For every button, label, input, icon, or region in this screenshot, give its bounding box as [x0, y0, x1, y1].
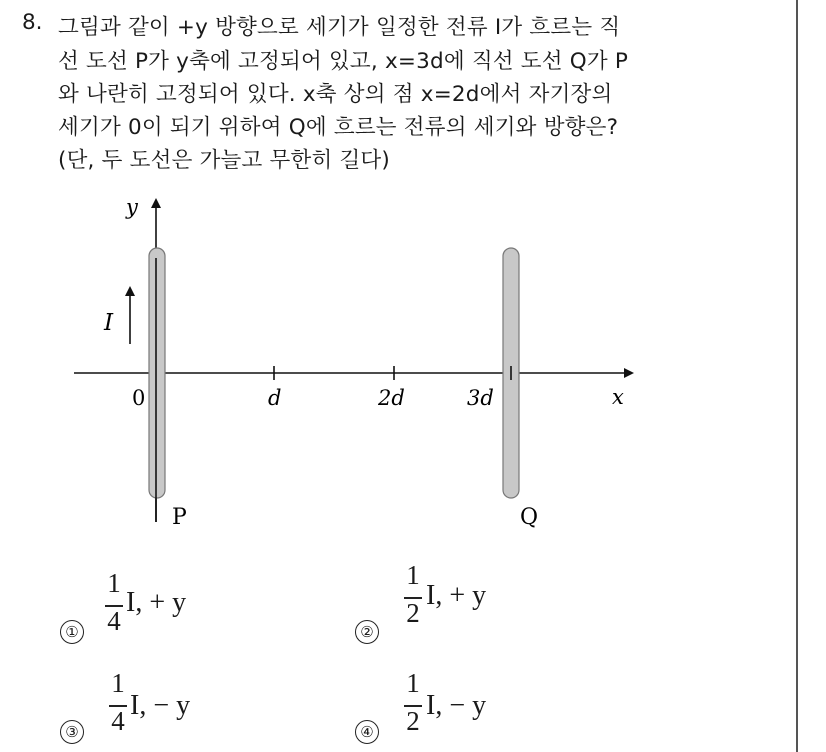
option-4-answer: I, − y — [426, 690, 487, 721]
tick-label-3d: 3d — [467, 386, 494, 410]
x-axis-label: x — [612, 385, 624, 409]
question-line-4: 세기가 0이 되기 위하여 Q에 흐르는 전류의 세기와 방향은? — [58, 115, 619, 140]
current-label: I — [104, 310, 114, 336]
origin-label: 0 — [132, 386, 146, 410]
option-1-marker: ① — [60, 620, 84, 644]
option-3-numerator: 1 — [111, 668, 125, 698]
option-4-numerator: 1 — [406, 668, 420, 698]
option-2-answer: I, + y — [426, 580, 487, 611]
option-3-answer: I, − y — [130, 690, 191, 721]
option-3-denominator: 4 — [111, 706, 125, 736]
y-axis-label: y — [126, 195, 138, 219]
tick-label-d: d — [268, 386, 282, 410]
option-4-marker: ④ — [355, 720, 379, 744]
question-line-2: 선 도선 P가 y축에 고정되어 있고, x=3d에 직선 도선 Q가 P — [58, 49, 629, 74]
question-line-3: 와 나란히 고정되어 있다. x축 상의 점 x=2d에서 자기장의 — [58, 82, 613, 107]
option-2-marker: ② — [355, 620, 379, 644]
option-1-denominator: 4 — [107, 606, 121, 636]
question-line-1: 그림과 같이 +y 방향으로 세기가 일정한 전류 I가 흐르는 직 — [58, 15, 621, 40]
wire-p-label: P — [172, 505, 187, 530]
option-3-marker: ③ — [60, 720, 84, 744]
wire-p — [149, 248, 165, 498]
option-4-denominator: 2 — [406, 706, 420, 736]
question-line-5: (단, 두 도선은 가늘고 무한히 길다) — [58, 148, 390, 173]
wire-q-label: Q — [520, 505, 539, 530]
tick-label-2d: 2d — [378, 386, 405, 410]
option-2-numerator: 1 — [406, 560, 420, 590]
option-2-denominator: 2 — [406, 598, 420, 628]
option-1-answer: I, + y — [126, 587, 187, 618]
option-1-numerator: 1 — [107, 568, 121, 598]
question-number: 8. — [22, 10, 43, 35]
